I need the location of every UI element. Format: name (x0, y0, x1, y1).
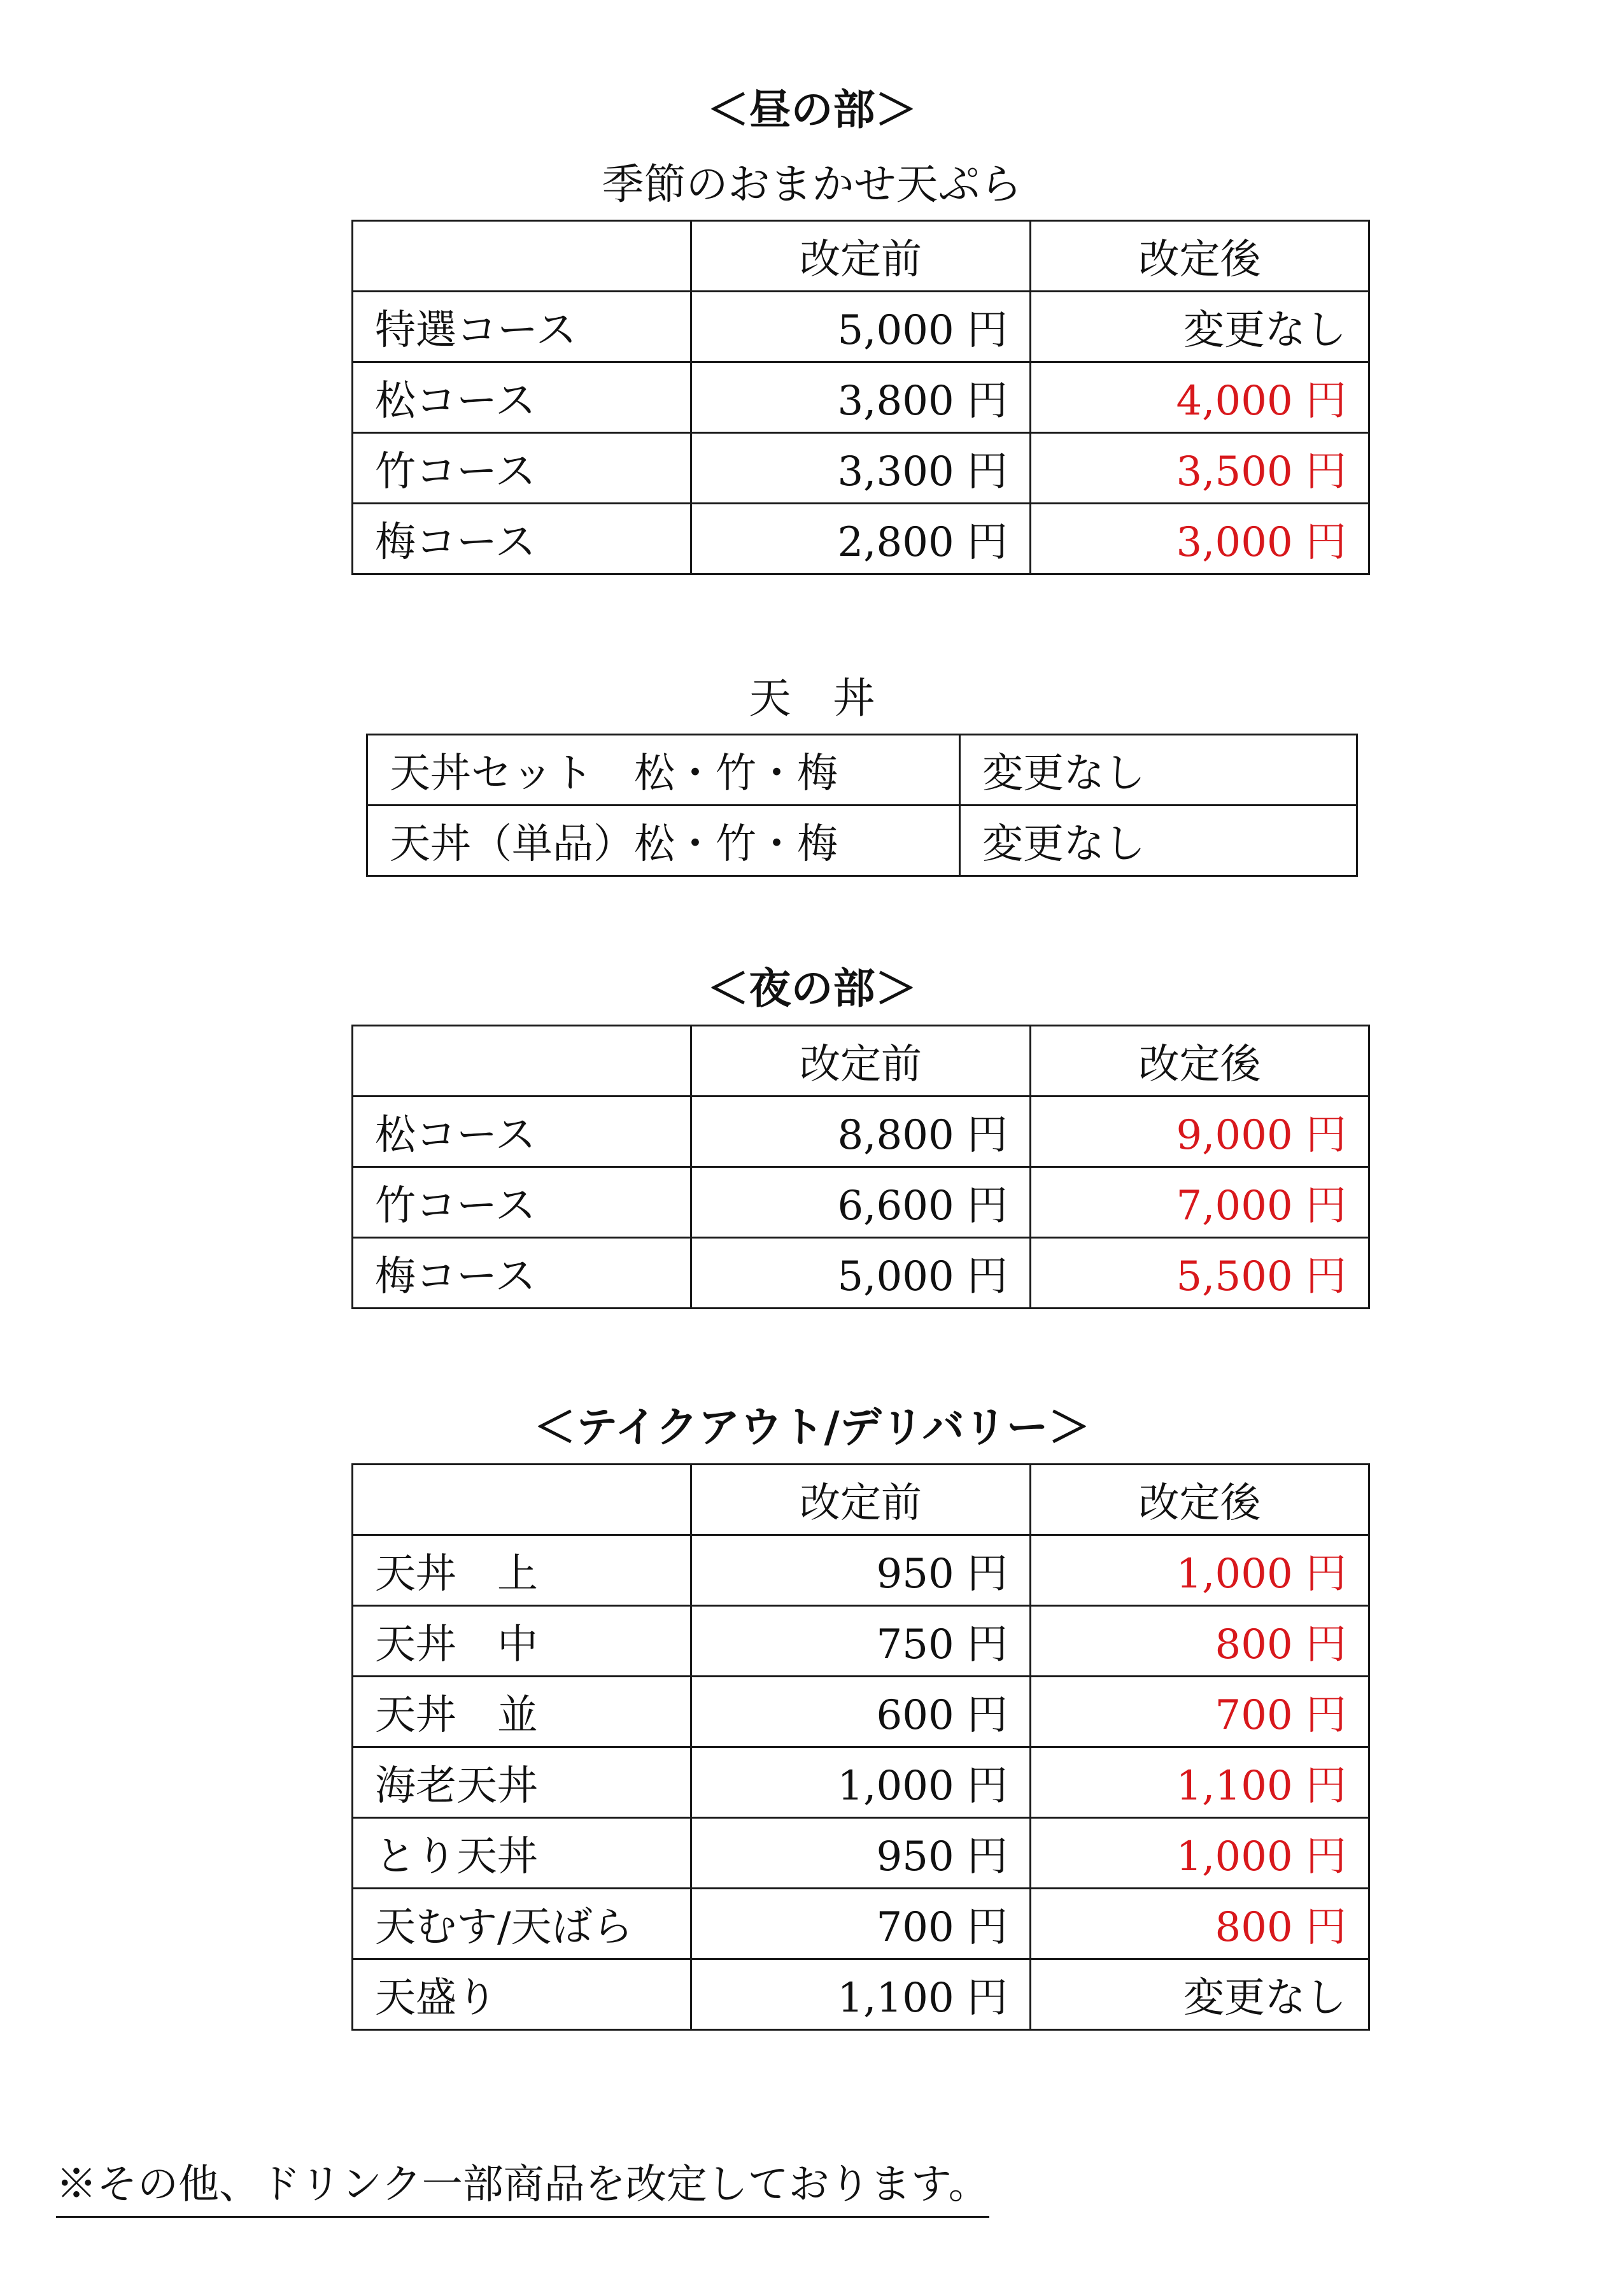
table-header-row (353, 221, 1369, 292)
price-before: 2,800 円 (691, 504, 1031, 574)
item-name: 天丼（単品）松・竹・梅 (367, 806, 960, 876)
table-row (353, 1606, 1369, 1677)
item-name: 梅コース (353, 1238, 691, 1309)
price-after: 1,000 円 (1031, 1535, 1369, 1606)
item-status: 変更なし (960, 735, 1357, 806)
item-name: 天丼 並 (353, 1677, 691, 1747)
price-before: 5,000 円 (691, 292, 1031, 362)
takeout-price-table (351, 1463, 1370, 2031)
price-after: 1,100 円 (1031, 1747, 1369, 1818)
table-row (353, 1818, 1369, 1889)
table-row (353, 504, 1369, 574)
table-row (353, 1097, 1369, 1167)
item-name: 竹コース (353, 1167, 691, 1238)
item-name: 梅コース (353, 504, 691, 574)
price-before: 600 円 (691, 1677, 1031, 1747)
table-row (353, 1677, 1369, 1747)
header-blank-cell (353, 1026, 691, 1097)
item-name: 天むす/天ばら (353, 1889, 691, 1959)
item-status: 変更なし (960, 806, 1357, 876)
price-after: 5,500 円 (1031, 1238, 1369, 1309)
item-name: 松コース (353, 1097, 691, 1167)
table-row (353, 1889, 1369, 1959)
price-before: 6,600 円 (691, 1167, 1031, 1238)
item-name: 特選コース (353, 292, 691, 362)
takeout-section-title: ＜テイクアウト/デリバリー＞ (533, 1402, 1091, 1452)
price-before: 1,100 円 (691, 1959, 1031, 2030)
header-before: 改定前 (691, 1026, 1031, 1097)
price-before: 950 円 (691, 1818, 1031, 1889)
lunch-subtitle: 季節のおまかせ天ぷら (602, 160, 1022, 209)
table-row (367, 735, 1357, 806)
table-header-row (353, 1026, 1369, 1097)
item-name: 海老天丼 (353, 1747, 691, 1818)
item-name: 天丼 中 (353, 1606, 691, 1677)
item-name: 天丼 上 (353, 1535, 691, 1606)
item-name: 竹コース (353, 433, 691, 504)
price-before: 1,000 円 (691, 1747, 1031, 1818)
header-after: 改定後 (1031, 1026, 1369, 1097)
price-after: 変更なし (1031, 292, 1369, 362)
tendon-section-title: 天 丼 (749, 674, 875, 723)
header-after: 改定後 (1031, 221, 1369, 292)
table-row (353, 292, 1369, 362)
price-after: 1,000 円 (1031, 1818, 1369, 1889)
price-before: 5,000 円 (691, 1238, 1031, 1309)
header-blank-cell (353, 1465, 691, 1535)
price-before: 750 円 (691, 1606, 1031, 1677)
item-name: 天丼セット 松・竹・梅 (367, 735, 960, 806)
item-name: とり天丼 (353, 1818, 691, 1889)
dinner-price-table (351, 1025, 1370, 1309)
price-after: 変更なし (1031, 1959, 1369, 2030)
price-after: 3,500 円 (1031, 433, 1369, 504)
price-before: 3,300 円 (691, 433, 1031, 504)
price-after: 7,000 円 (1031, 1167, 1369, 1238)
price-after: 700 円 (1031, 1677, 1369, 1747)
item-name: 天盛り (353, 1959, 691, 2030)
footnote: ※その他、ドリンク一部商品を改定しております。 (56, 2156, 989, 2218)
price-before: 950 円 (691, 1535, 1031, 1606)
price-before: 8,800 円 (691, 1097, 1031, 1167)
lunch-price-table (351, 220, 1370, 575)
table-row (353, 1535, 1369, 1606)
tendon-table (366, 734, 1358, 877)
lunch-section-title: ＜昼の部＞ (707, 85, 917, 134)
table-row (367, 806, 1357, 876)
price-after: 9,000 円 (1031, 1097, 1369, 1167)
header-before: 改定前 (691, 1465, 1031, 1535)
price-after: 800 円 (1031, 1606, 1369, 1677)
table-row (353, 362, 1369, 433)
dinner-section-title: ＜夜の部＞ (707, 963, 917, 1013)
header-before: 改定前 (691, 221, 1031, 292)
price-before: 700 円 (691, 1889, 1031, 1959)
price-before: 3,800 円 (691, 362, 1031, 433)
price-after: 3,000 円 (1031, 504, 1369, 574)
table-row (353, 1747, 1369, 1818)
item-name: 松コース (353, 362, 691, 433)
table-header-row (353, 1465, 1369, 1535)
table-row (353, 1959, 1369, 2030)
table-row (353, 1167, 1369, 1238)
price-after: 800 円 (1031, 1889, 1369, 1959)
header-blank-cell (353, 221, 691, 292)
table-row (353, 433, 1369, 504)
header-after: 改定後 (1031, 1465, 1369, 1535)
price-after: 4,000 円 (1031, 362, 1369, 433)
table-row (353, 1238, 1369, 1309)
